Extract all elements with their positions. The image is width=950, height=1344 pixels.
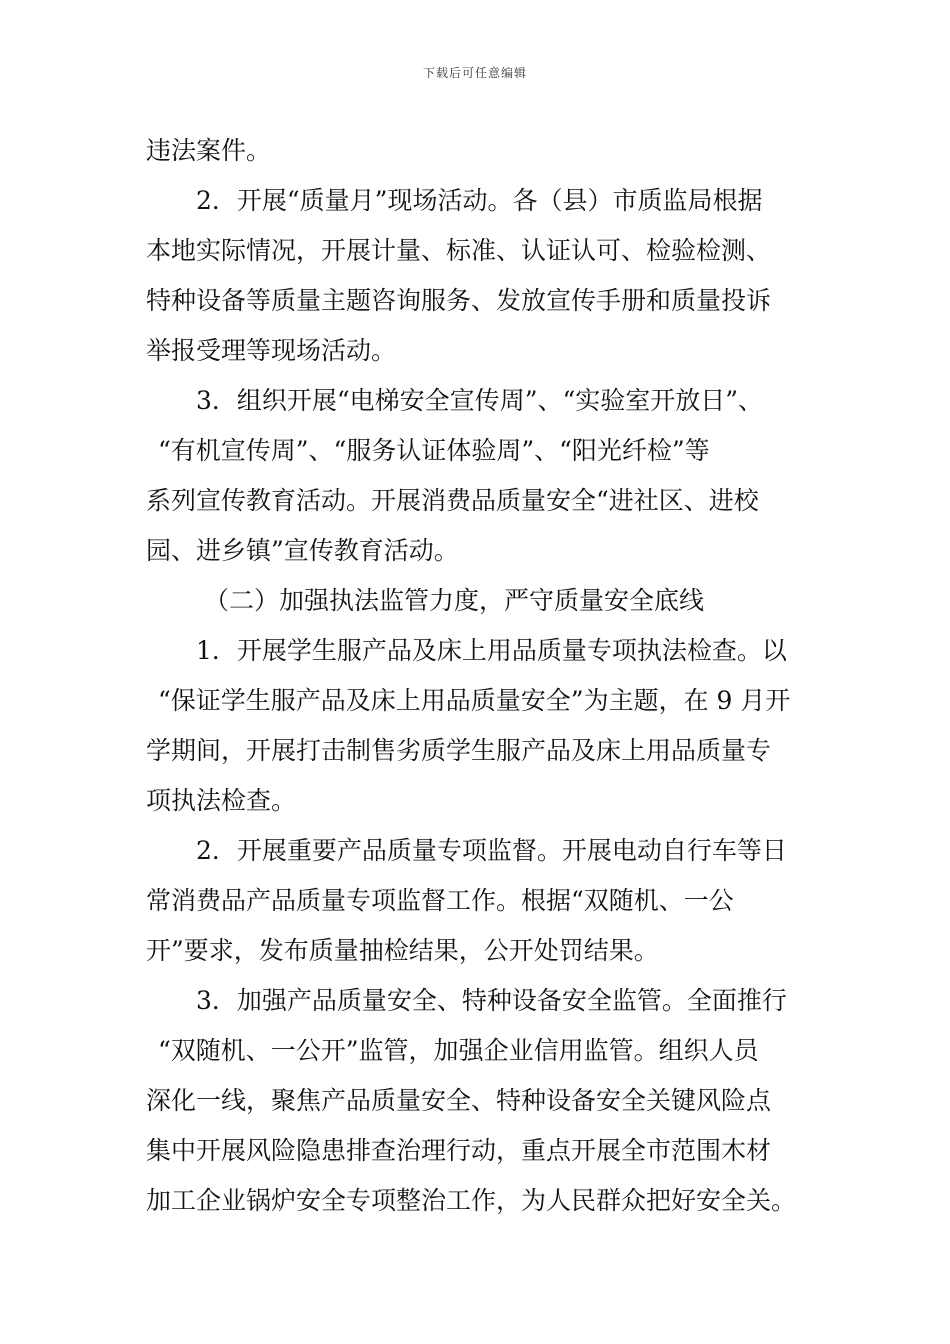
text-line: 园、进乡镇”宣传教育活动。 xyxy=(146,536,459,565)
text-line: 深化一线，聚焦产品质量安全、特种设备安全关键风险点 xyxy=(146,1086,772,1115)
text-line: 本地实际情况，开展计量、标准、认证认可、检验检测、 xyxy=(146,236,772,265)
page-header: 下载后可任意编辑 xyxy=(422,66,527,80)
text-line: 举报受理等现场活动。 xyxy=(146,336,397,365)
document-body xyxy=(146,126,816,1226)
paragraph-item-2-start: 2．开展“质量月”现场活动。各（县）市质监局根据 xyxy=(196,186,763,215)
text-line: 开”要求，发布质量抽检结果，公开处罚结果。 xyxy=(146,936,659,965)
text-line: 特种设备等质量主题咨询服务、发放宣传手册和质量投诉 xyxy=(146,286,772,315)
paragraph-item-3-start: 3．加强产品质量安全、特种设备安全监管。全面推行 xyxy=(196,986,787,1015)
paragraph-item-3-start: 3．组织开展“电梯安全宣传周”、“实验室开放日”、 xyxy=(196,386,764,415)
text-line: 违法案件。 xyxy=(146,136,272,165)
text-line: 项执法检查。 xyxy=(146,786,297,815)
section-heading: （二）加强执法监管力度，严守质量安全底线 xyxy=(204,586,705,615)
paragraph-item-2-start: 2．开展重要产品质量专项监督。开展电动自行车等日 xyxy=(196,836,787,865)
text-line: “有机宣传周”、“服务认证体验周”、“阳光纤检”等 xyxy=(158,436,710,465)
text-line: 学期间，开展打击制售劣质学生服产品及床上用品质量专 xyxy=(146,736,772,765)
text-line: 常消费品产品质量专项监督工作。根据“双随机、一公 xyxy=(146,886,734,915)
text-line: “双随机、一公开”监管，加强企业信用监管。组织人员 xyxy=(158,1036,759,1065)
text-line: 加工企业锅炉安全专项整治工作，为人民群众把好安全关。 xyxy=(146,1186,797,1215)
paragraph-item-1-start: 1．开展学生服产品及床上用品质量专项执法检查。以 xyxy=(196,636,787,665)
text-line: 系列宣传教育活动。开展消费品质量安全“进社区、进校 xyxy=(146,486,759,515)
text-line: 集中开展风险隐患排查治理行动，重点开展全市范围木材 xyxy=(146,1136,772,1165)
text-line: “保证学生服产品及床上用品质量安全”为主题，在 9 月开 xyxy=(158,686,791,715)
